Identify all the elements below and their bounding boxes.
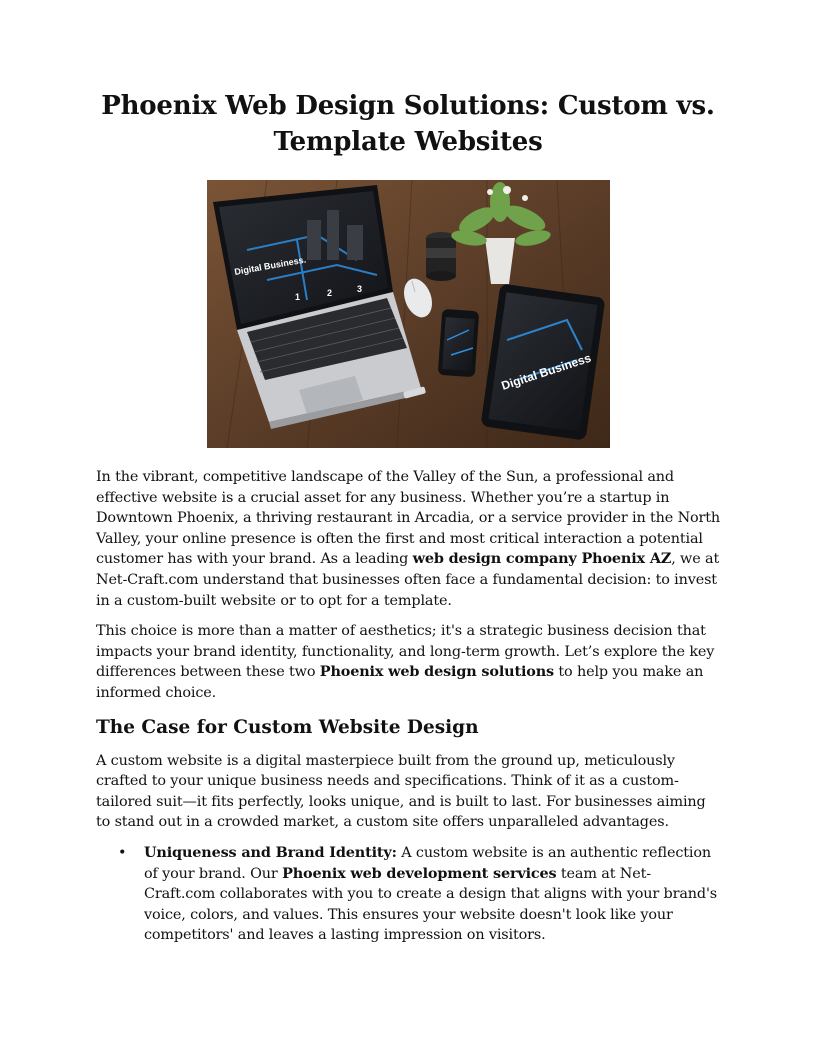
benefits-list [96,843,720,946]
laptop-step-3: 3 [356,284,362,294]
document-page [96,88,720,946]
intro-text-1: In the vibrant, competitive landscape of the Valley of the Sun, a professional and effective website is a crucial asset for any business. Whether you’re a startup in Downtown Phoenix, a thriving restaurant in Arcadia, or a service provider in the North Valley, your online presence is often the first and most critical interaction a potential customer has with your brand. As a leading [96,469,721,568]
choice-bold-1: Phoenix web design solutions [319,663,554,681]
bullet-marker: • [118,844,127,861]
laptop-screen-heading: Digital Business. [233,254,307,277]
intro-text-2: , we at Net-Craft.com understand that businesses often face a fundamental decision: to invest in a custom-built website or to opt for a template. [96,551,720,609]
laptop-step-2: 2 [326,288,332,298]
laptop-step-1: 1 [294,292,300,302]
intro-paragraph [96,467,720,611]
page-title: Phoenix Web Design Solutions: Custom vs. Template Websites [101,91,715,157]
hero-image [207,180,610,448]
choice-text-1: This choice is more than a matter of aesthetics; it's a strategic business decision that impacts your brand identity, functionality, and long-term growth. Let’s explore the key differences between these two [96,623,715,681]
choice-paragraph [96,621,720,703]
list-item-lead: Uniqueness and Brand Identity: [144,843,397,861]
choice-text-2: to help you make an informed choice. [96,664,704,701]
intro-bold-1: web design company Phoenix AZ [412,550,672,568]
list-item [118,843,720,946]
list-item-bold: Phoenix web development services [282,864,557,882]
list-item-text-1: A custom website is an authentic reflection of your brand. Our [144,844,711,882]
section-heading: The Case for Custom Website Design [96,716,479,738]
tablet-screen-heading: Digital Business [499,350,593,393]
list-item-text-2: team at Net-Craft.com collaborates with you to create a design that aligns with your brand's voice, colors, and values. This ensures your website doesn't look like your competitors' and leaves a lasting impression on visitors. [144,865,717,944]
custom-paragraph: A custom website is a digital masterpiece built from the ground up, meticulously crafted to your unique business needs and specifications. Think of it as a custom-tailored suit—it fits perfectly, looks unique, and is built to last. For businesses aiming to stand out in a crowded market, a custom site offers unparalleled advantages. [96,752,706,831]
